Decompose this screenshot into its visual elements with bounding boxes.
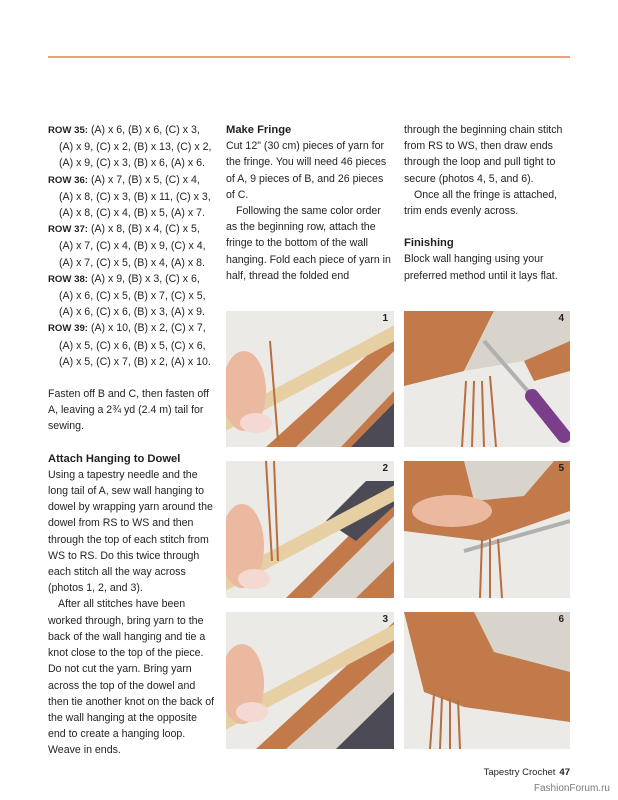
photo-6-number: 6 [558,614,564,625]
fringe-paragraph-1: Cut 12" (30 cm) pieces of yarn for the fringe. You will need 46 pieces of A, 9 pieces of B, and 26 pieces of C. [226,140,387,201]
fringe-continued: through the beginning chain stitch from RS to WS, then draw ends through the loop and pull tight to secure (photos 4, 5, and 6). [404,124,563,185]
photo-6 [404,612,570,749]
column-middle [226,122,394,284]
fringe-paragraph-2: Following the same color order as the beginning row, attach the fringe to the bottom of the wall hanging. Fold each piece of yarn in half, thread the folded end [226,205,391,282]
fringe-heading: Make Fringe [226,124,292,136]
column-right [404,122,574,284]
hanging-paragraph-2: After all stitches have been worked through, bring yarn to the back of the wall hanging and tie a knot close to the top of the piece. Do not cut the yarn. Bring yarn across the top of the dowel and then tie another knot on the back of the wall hanging at the opposite end to create a hanging loop. Weave in ends. [48,598,215,757]
fringe-trim-text: Once all the fringe is attached, trim ends evenly across. [404,188,558,218]
photo-4 [404,311,570,447]
watermark: FashionForum.ru [533,783,610,794]
photo-1-number: 1 [382,313,388,324]
row-35: ROW 35: (A) x 6, (B) x 6, (C) x 3, (A) x 9, (C) x 2, (B) x 13, (C) x 2, (A) x 9, (C) x 3, (B) x 6, (A) x 6. [48,124,212,170]
hanging-paragraph-1: Using a tapestry needle and the long tail of A, sew wall hanging to dowel by wrapping yarn around the dowel from RS to WS and then through the top of each stitch from WS to RS. Do this twice through each stitch all the way across (photos 1, 2, and 3). [48,468,213,595]
column-left [48,122,216,759]
row-39: ROW 39: (A) x 10, (B) x 2, (C) x 7, (A) x 5, (C) x 6, (B) x 5, (C) x 6, (A) x 5, (C) x 7, (B) x 2, (A) x 10. [48,322,211,368]
finishing-heading: Finishing [404,237,454,250]
photo-3-number: 3 [382,614,388,625]
row-37: ROW 37: (A) x 8, (B) x 4, (C) x 5, (A) x 7, (C) x 4, (B) x 9, (C) x 4, (A) x 7, (C) x 5, (B) x 4, (A) x 8. [48,223,206,269]
fasten-off-text: Fasten off B and C, then fasten off A, leaving a 2¾ yd (2.4 m) tail for sewing. [48,388,209,433]
row-36: ROW 36: (A) x 7, (B) x 5, (C) x 4, (A) x 8, (C) x 3, (B) x 11, (C) x 3, (A) x 8, (C) x 4, (B) x 5, (A) x 7. [48,173,211,220]
page-number: 47 [559,767,570,778]
book-title: Tapestry Crochet [483,767,556,778]
photo-2 [226,461,394,598]
photo-4-number: 4 [558,313,564,324]
hanging-heading: Attach Hanging to Dowel [48,452,181,465]
row-38: ROW 38: (A) x 9, (B) x 3, (C) x 6, (A) x 6, (C) x 5, (B) x 7, (C) x 5, (A) x 6, (C) x 6, (B) x 3, (A) x 9. [48,272,206,319]
photo-5-number: 5 [558,463,564,474]
photo-1 [226,311,394,447]
photo-2-number: 2 [382,463,388,474]
photo-3 [226,612,394,749]
page-footer [484,767,570,778]
photo-5 [404,461,570,598]
top-rule [48,56,570,58]
finishing-paragraph: Block wall hanging using your preferred method until it lays flat. [404,253,558,282]
